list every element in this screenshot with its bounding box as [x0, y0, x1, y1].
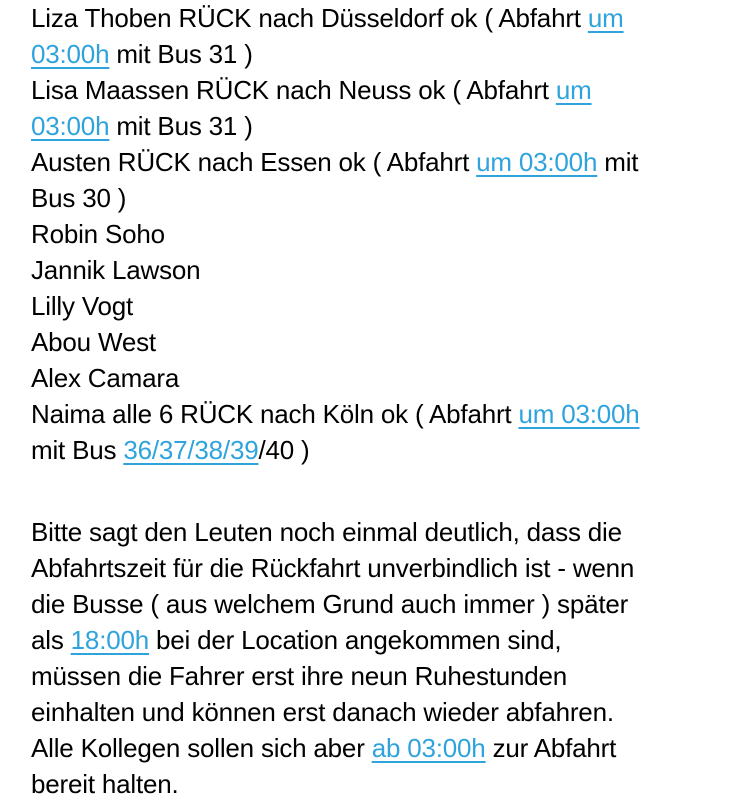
text-segment: müssen die Fahrer erst ihre neun Ruhestunden [31, 661, 568, 691]
entry-abou-west-line [31, 324, 732, 360]
text-segment: Abou West [31, 327, 156, 357]
entry-naima-line [31, 432, 732, 468]
text-segment: Jannik Lawson [31, 255, 201, 285]
standby-time-link[interactable]: ab 03:00h [371, 733, 486, 763]
text-segment: Liza Thoben RÜCK nach Düsseldorf ok ( Abfahrt [31, 3, 588, 33]
departure-time-link[interactable]: um 03:00h [476, 147, 598, 177]
departure-time-link[interactable]: um [555, 75, 592, 105]
notice-paragraph-line [31, 586, 732, 622]
text-segment: Bitte sagt den Leuten noch einmal deutlich, dass die [31, 517, 622, 547]
text-segment: bei der Location angekommen sind, [149, 625, 562, 655]
text-segment: Robin Soho [31, 219, 165, 249]
entry-lisa-maassen-line [31, 108, 732, 144]
text-segment: zur Abfahrt [485, 733, 617, 763]
departure-time-link[interactable]: um [587, 3, 624, 33]
notice-paragraph-line [31, 694, 732, 730]
text-segment: Alex Camara [31, 363, 180, 393]
text-segment: die Busse ( aus welchem Grund auch immer ) später [31, 589, 629, 619]
departure-time-link[interactable]: 03:00h [31, 39, 110, 69]
text-segment: Alle Kollegen sollen sich aber [31, 733, 372, 763]
entry-lisa-maassen-line [31, 72, 732, 108]
text-segment: Abfahrtszeit für die Rückfahrt unverbindlich ist - wenn [31, 553, 635, 583]
paragraph-gap [31, 468, 732, 514]
text-segment: mit Bus 31 ) [109, 111, 253, 141]
text-segment: bereit halten. [31, 769, 179, 799]
text-segment: Naima alle 6 RÜCK nach Köln ok ( Abfahrt [31, 399, 519, 429]
text-segment: /40 ) [258, 435, 310, 465]
departure-time-link[interactable]: um 03:00h [518, 399, 640, 429]
entry-lilly-vogt-line [31, 288, 732, 324]
text-segment: Austen RÜCK nach Essen ok ( Abfahrt [31, 147, 477, 177]
notice-paragraph-line [31, 766, 732, 802]
notice-paragraph-line [31, 514, 732, 550]
notice-paragraph-line [31, 658, 732, 694]
text-segment: Lisa Maassen RÜCK nach Neuss ok ( Abfahrt [31, 75, 556, 105]
notice-paragraph-line [31, 730, 732, 766]
text-segment: mit [597, 147, 639, 177]
bus-numbers-link[interactable]: 36/37/38/39 [123, 435, 259, 465]
entry-austen-line [31, 180, 732, 216]
notice-paragraph-line [31, 622, 732, 658]
entry-robin-soho-line [31, 216, 732, 252]
departure-time-link[interactable]: 03:00h [31, 111, 110, 141]
text-segment: mit Bus [31, 435, 124, 465]
entry-liza-thoben-line [31, 36, 732, 72]
text-segment: Bus 30 ) [31, 183, 127, 213]
text-segment: als [31, 625, 71, 655]
arrival-time-link[interactable]: 18:00h [70, 625, 149, 655]
text-segment: mit Bus 31 ) [109, 39, 253, 69]
entry-austen-line [31, 144, 732, 180]
entry-jannik-lawson-line [31, 252, 732, 288]
text-segment: Lilly Vogt [31, 291, 134, 321]
entry-alex-camara-line [31, 360, 732, 396]
notice-paragraph-line [31, 550, 732, 586]
text-segment: einhalten und können erst danach wieder abfahren. [31, 697, 614, 727]
entry-liza-thoben-line [31, 0, 732, 36]
entry-naima-line [31, 396, 732, 432]
